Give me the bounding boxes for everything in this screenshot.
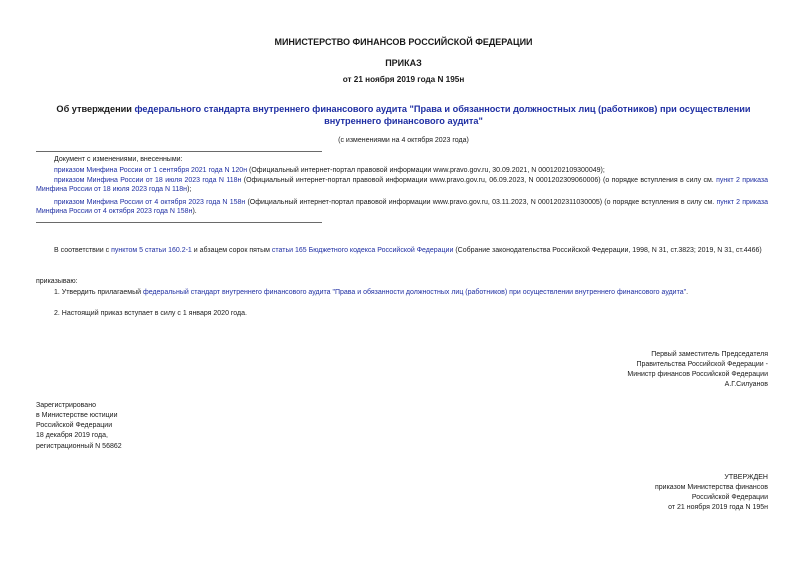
order-item-2: 2. Настоящий приказ вступает в силу с 1 января 2020 года. [54,310,247,317]
item1-tail: . [686,289,689,296]
legal-basis-paragraph [36,246,768,255]
basis-text: (Собрание законодательства Российской Федерации, 1998, N 31, ст.3823; 2019, N 31, ст.4466) [453,247,762,254]
registration-line: Российской Федерации [36,422,113,430]
change-tail: ). [192,208,197,216]
basis-link-article-160[interactable]: пунктом 5 статьи 160.2-1 [111,247,192,254]
divider-bottom [36,222,322,223]
signature-line: Правительства Российской Федерации - [636,361,768,369]
standard-link[interactable]: федеральный стандарт внутреннего финансового аудита "Права и обязанности должностных лиц (работников) при осуществлении внутреннего финансового аудита" [142,289,687,296]
approval-line: приказом Министерства финансов [654,484,768,492]
document-type: ПРИКАЗ [385,58,422,68]
signature-line: Министр финансов Российской Федерации [627,371,768,379]
title-prefix: Об утверждении [56,104,135,114]
divider-top [36,151,322,152]
change-text: (Официальный интернет-портал правовой информации www.pravo.gov.ru, 06.09.2023, N 0001202309060006) (о порядке вступления в силу см. [241,177,717,184]
ministry-heading: МИНИСТЕРСТВО ФИНАНСОВ РОССИЙСКОЙ ФЕДЕРАЦИИ [274,37,533,47]
registration-line: Зарегистрировано [36,402,96,409]
change-text: (Официальный интернет-портал правовой информации www.pravo.gov.ru, 03.11.2023, N 0001202311030005) (о порядке вступления в силу см. [245,199,717,206]
change-link[interactable]: приказом Минфина России от 18 июля 2023 года N 118н [54,177,242,184]
change-effective-link[interactable]: пункт 2 приказа Минфина России от 4 октября 2023 года N 158н [36,199,768,216]
basis-link-budget-code[interactable]: статьи 165 Бюджетного кодекса Российской Федерации [271,247,454,254]
order-item-1 [36,288,768,297]
change-item [36,198,768,217]
title-link[interactable]: федерального стандарта внутреннего финансового аудита "Права и обязанности должностных лиц (работников) при осуществлении внутреннего финансового аудита" [134,104,751,126]
document-date-number: от 21 ноября 2019 года N 195н [342,75,465,84]
registration-block [36,401,122,452]
change-item [36,176,768,195]
registration-line: в Министерстве юстиции [36,412,118,420]
change-text: (Официальный интернет-портал правовой информации www.pravo.gov.ru, 30.09.2021, N 0001202109300049); [247,167,605,174]
signature-line: Первый заместитель Председателя [651,351,768,358]
document-title [36,104,771,128]
changes-heading: Документ с изменениями, внесенными: [54,156,183,163]
amended-note: (с изменениями на 4 октября 2023 года) [338,137,469,144]
change-effective-link[interactable]: пункт 2 приказа Минфина России от 18 июля 2023 года N 118н [36,177,769,194]
change-link[interactable]: приказом Минфина России от 1 сентября 2021 года N 120н [54,167,248,174]
change-link[interactable]: приказом Минфина России от 4 октября 2023 года N 158н [54,199,246,206]
change-item [36,166,768,175]
basis-text: и абзацем сорок пятым [191,247,272,254]
approval-block [655,473,768,514]
signatory-name: А.Г.Силуанов [724,381,768,389]
basis-text: В соответствии с [54,247,112,254]
change-tail: ); [187,186,192,194]
registration-date: 18 декабря 2019 года, [36,432,108,440]
ordered-word: приказываю: [36,278,78,285]
signature-block [627,350,768,391]
registration-number: регистрационный N 56862 [36,442,122,450]
approval-line: от 21 ноября 2019 года N 195н [668,504,768,512]
approval-line: УТВЕРЖДЕН [724,474,768,481]
item1-text: 1. Утвердить прилагаемый [54,289,143,296]
approval-line: Российской Федерации [691,494,768,502]
